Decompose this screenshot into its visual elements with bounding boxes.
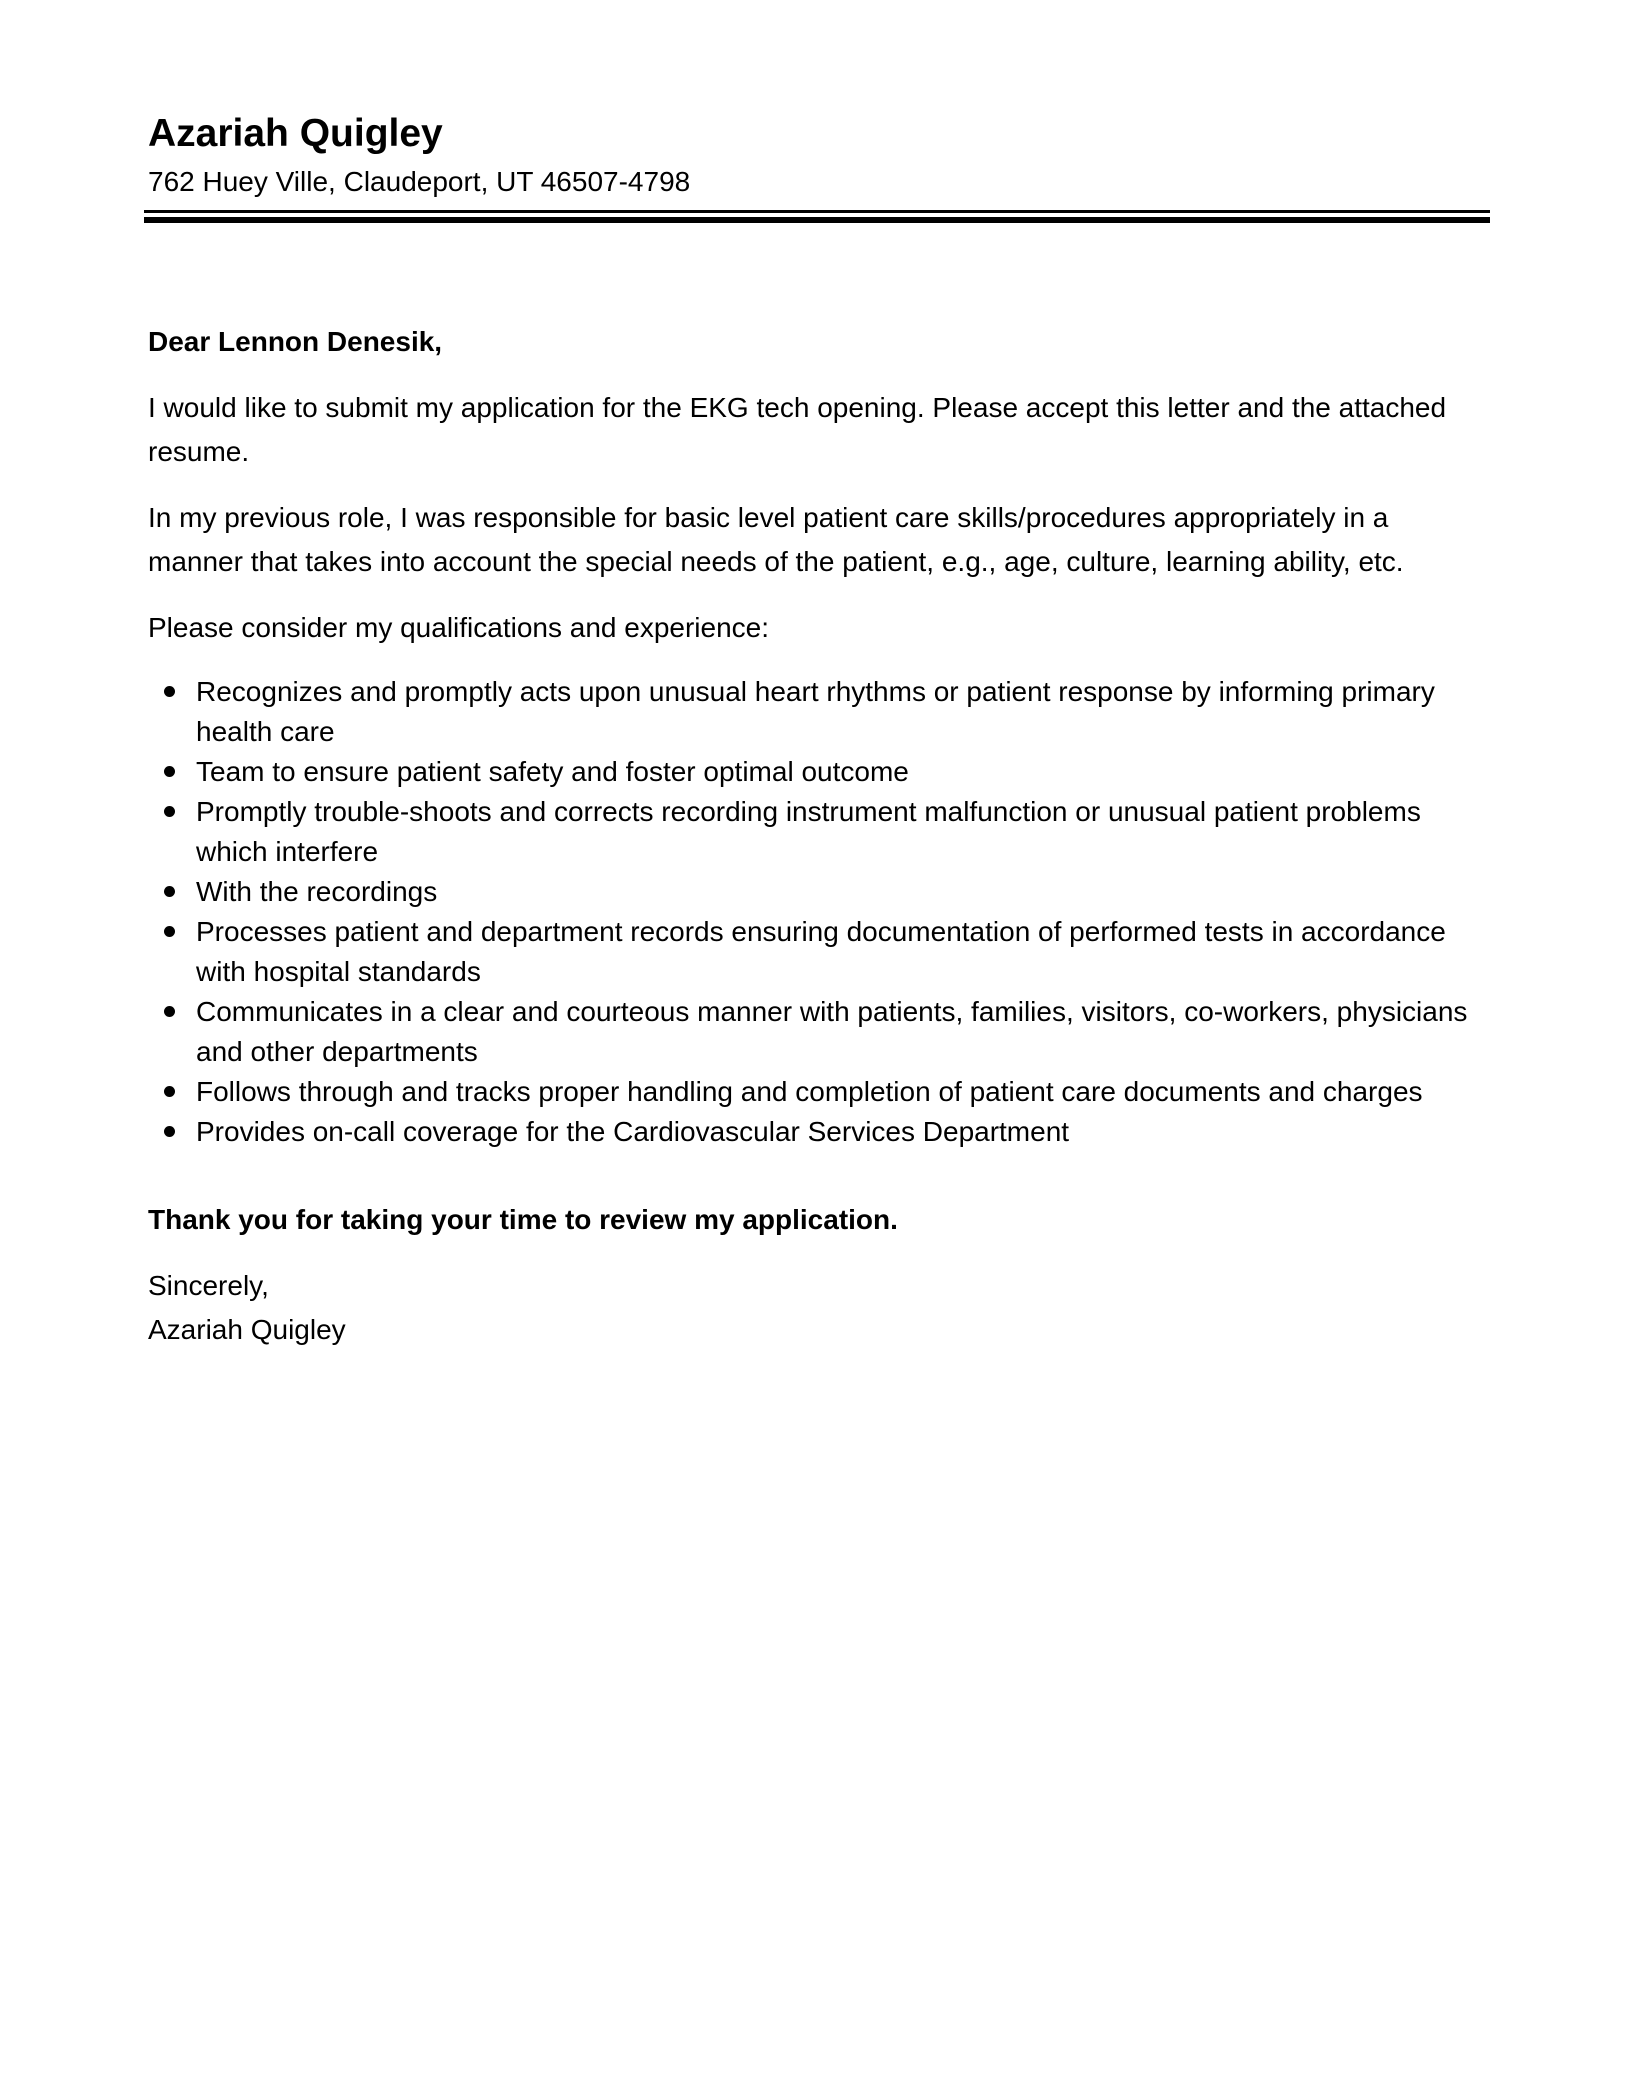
bullet-icon <box>164 1006 175 1017</box>
list-item-text: With the recordings <box>196 876 438 907</box>
paragraph-qualifications-lead: Please consider my qualifications and experience: <box>148 612 770 643</box>
list-item-text: Team to ensure patient safety and foster optimal outcome <box>196 756 909 787</box>
sender-address: 762 Huey Ville, Claudeport, UT 46507-4798 <box>148 166 691 197</box>
list-item-text: Follows through and tracks proper handling and completion of patient care documents and charges <box>196 1076 1423 1107</box>
header-divider-thick <box>144 217 1490 223</box>
thank-you-line: Thank you for taking your time to review my application. <box>148 1204 898 1235</box>
bullet-icon <box>164 1126 175 1137</box>
qualifications-list <box>148 672 1488 1152</box>
list-item-text: Recognizes and promptly acts upon unusual heart rhythms or patient response by informing primary health care <box>196 676 1435 747</box>
header-divider-thin <box>144 210 1490 213</box>
bullet-icon <box>164 926 175 937</box>
signature-name: Azariah Quigley <box>148 1314 346 1345</box>
list-item <box>196 1072 1488 1112</box>
bullet-icon <box>164 806 175 817</box>
list-item-text: Provides on-call coverage for the Cardiovascular Services Department <box>196 1116 1070 1147</box>
list-item-text: Processes patient and department records ensuring documentation of performed tests in accordance with hospital standards <box>196 916 1446 987</box>
list-item <box>196 672 1488 752</box>
list-item <box>196 1112 1488 1152</box>
greeting: Dear Lennon Denesik, <box>148 326 443 357</box>
bullet-icon <box>164 766 175 777</box>
letter-header <box>148 108 690 202</box>
list-item <box>196 912 1488 992</box>
letter-body <box>148 320 1488 1352</box>
list-item <box>196 792 1488 872</box>
sender-name: Azariah Quigley <box>148 112 443 155</box>
list-item <box>196 992 1488 1072</box>
paragraph-intro: I would like to submit my application for the EKG tech opening. Please accept this letter and the attached resume. <box>148 392 1447 467</box>
list-item <box>196 752 1488 792</box>
list-item <box>196 872 1488 912</box>
list-item-text: Communicates in a clear and courteous manner with patients, families, visitors, co-workers, physicians and other departments <box>196 996 1468 1067</box>
bullet-icon <box>164 886 175 897</box>
paragraph-previous-role: In my previous role, I was responsible for basic level patient care skills/procedures appropriately in a manner that takes into account the special needs of the patient, e.g., age, culture, learning ability, etc. <box>148 502 1404 577</box>
sign-off: Sincerely, <box>148 1270 269 1301</box>
bullet-icon <box>164 686 175 697</box>
bullet-icon <box>164 1086 175 1097</box>
list-item-text: Promptly trouble-shoots and corrects recording instrument malfunction or unusual patient problems which interfere <box>196 796 1421 867</box>
